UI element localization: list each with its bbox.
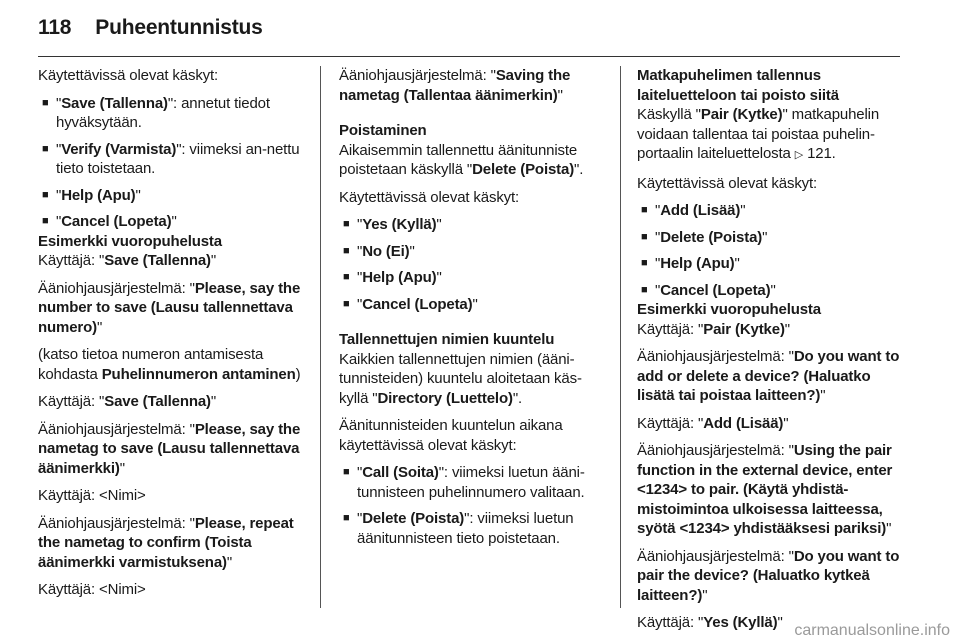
dialog-line: Käyttäjä: "Save (Tallenna)" [38,252,217,269]
commands-intro: Käytettävissä olevat käskyt: [637,174,818,192]
column-1 [38,66,308,608]
dialog-line: Ääniohjausjärjestelmä: "Please, repeat the nametag to confirm (Toista äänimerkki varmistuksena)" [38,514,294,571]
bullet-icon: ■ [343,512,350,524]
page-header [38,16,263,40]
list-item: ■ "Help (Apu)" [38,186,308,206]
triangle-right-icon: ▷ [794,149,804,161]
commands-intro: Käytettävissä olevat käskyt: [38,67,219,84]
page-title: Puheentunnistus [95,16,263,39]
dialog-line: Käyttäjä: "Add (Lisää)" [637,414,789,432]
dialog-line: Ääniohjausjärjestelmä: "Do you want to add or delete a device? (Haluatko lisätä tai poistaa laitteen?)" [637,348,900,404]
bullet-icon: ■ [641,204,648,216]
list-item: ■ "Delete (Poista)": viimeksi luetun äänitunnisteen tieto poistetaan. [339,509,609,548]
bullet-icon: ■ [343,244,350,257]
dialog-line: Ääniohjausjärjestelmä: "Saving the nametag (Tallentaa äänimerkin)" [339,67,571,104]
list-item: ■ "Delete (Poista)" [637,228,907,248]
list-item: ■ "Add (Lisää)" [637,201,907,221]
commands-intro: Käytettävissä olevat käskyt: [339,188,520,206]
bullet-icon: ■ [641,257,648,269]
bullet-icon: ■ [42,188,49,201]
bullet-icon: ■ [641,230,648,243]
list-item: ■ "Cancel (Lopeta)" [637,281,907,301]
dialog-line: (katso tietoa numeron antamisesta kohdasta Puhelinnumeron antaminen) [38,346,301,383]
section-heading: Poistaminen [339,122,427,139]
bullet-icon: ■ [343,466,350,478]
column-divider [320,66,321,608]
column-2 [339,66,609,555]
section-heading: Esimerkki vuoropuhelusta [637,301,821,318]
paragraph: Aikaisemmin tallennettu äänitunniste poistetaan käskyllä "Delete (Poista)". [339,141,584,178]
list-item: ■ "Help (Apu)" [339,268,609,288]
list-item: ■ "Call (Soita)": viimeksi luetun ääni-tunnisteen puhelinnumero valitaan. [339,463,609,502]
dialog-line: Käyttäjä: <Nimi> [38,487,146,504]
dialog-line: Käyttäjä: "Pair (Kytke)" [637,320,790,338]
bullet-icon: ■ [343,297,350,310]
column-3 [637,66,907,641]
header-rule [38,56,900,57]
list-item: ■ "Save (Tallenna)": annetut tiedot hyväksytään. [38,94,308,133]
paragraph: Äänitunnisteiden kuuntelun aikana käytettävissä olevat käskyt: [339,417,563,454]
list-item: ■ "No (Ei)" [339,242,609,262]
paragraph: Käskyllä "Pair (Kytke)" matkapuhelin voidaan tallentaa tai poistaa puhelin-portaalin laiteluettelosta ▷ 121. [637,106,880,162]
dialog-line: Ääniohjausjärjestelmä: "Please, say the nametag to save (Lausu tallennettava äänimerkki)" [38,420,301,477]
list-item: ■ "Cancel (Lopeta)" [38,212,308,232]
list-item: ■ "Cancel (Lopeta)" [339,295,609,315]
dialog-line: Ääniohjausjärjestelmä: "Using the pair function in the external device, enter <1234> to pair. (Käytä yhdistä-mistoimintoa ulkoisessa laitteessa, syötä <1234> yhdistääksesi pariksi)" [637,442,893,537]
paragraph: Kaikkien tallennettujen nimien (ääni-tunnisteiden) kuuntelu aloitetaan käs-kyllä "Directory (Luettelo)". [339,350,582,407]
bullet-icon: ■ [42,96,49,109]
page-reference[interactable]: 121. [803,145,836,162]
list-item: ■ "Help (Apu)" [637,254,907,274]
dialog-line: Ääniohjausjärjestelmä: "Do you want to pair the device? (Haluatko kytkeä laitteen?)" [637,547,900,604]
dialog-line: Käyttäjä: <Nimi> [38,581,146,598]
section-heading: Tallennettujen nimien kuuntelu [339,331,555,348]
list-item: ■ "Verify (Varmista)": viimeksi an-nettu tieto toistetaan. [38,140,308,179]
page-number: 118 [38,16,72,39]
bullet-icon: ■ [343,218,350,230]
dialog-line: Käyttäjä: "Yes (Kyllä)" [637,614,783,631]
section-heading: Matkapuhelimen tallennus laiteluetteloon tai poisto siitä [637,67,839,104]
bullet-icon: ■ [641,283,648,296]
column-divider [620,66,621,608]
bullet-icon: ■ [42,215,49,227]
dialog-line: Käyttäjä: "Save (Tallenna)" [38,393,217,410]
section-heading: Esimerkki vuoropuhelusta [38,232,222,250]
watermark: carmanualsonline.info [794,622,950,639]
bullet-icon: ■ [343,271,350,283]
list-item: ■ "Yes (Kyllä)" [339,215,609,235]
dialog-line: Ääniohjausjärjestelmä: "Please, say the number to save (Lausu tallennettava numero)" [38,279,301,336]
bullet-icon: ■ [42,142,49,155]
